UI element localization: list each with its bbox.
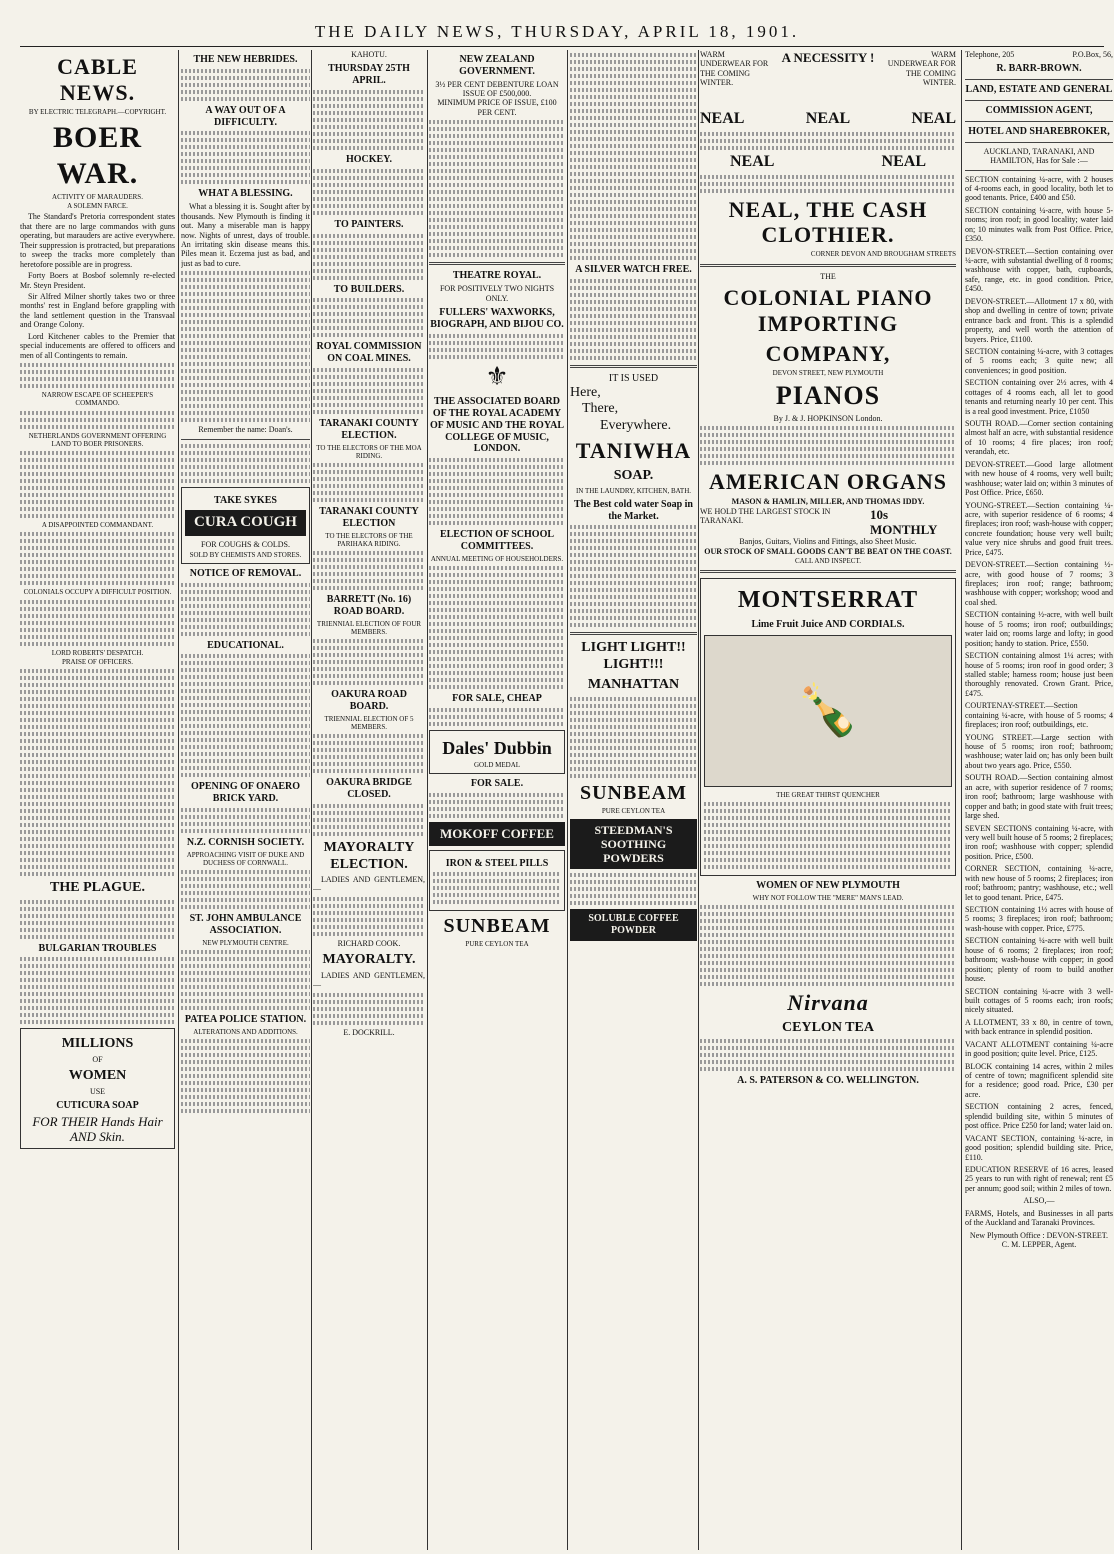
debenture-line: 3½ PER CENT DEBENTURE LOAN [435,79,559,89]
why-line: WHY NOT FOLLOW THE "MERE" MAN'S LEAD. [752,893,904,902]
telephone: Telephone, 205 [965,50,1015,59]
two-nights: FOR POSITIVELY TWO NIGHTS ONLY. [439,284,555,303]
sale-heading: FOR SALE, CHEAP [452,693,542,705]
cuticura-soap: CUTICURA SOAP [56,1100,139,1112]
monthly-line: 10s MONTHLY [870,506,938,538]
cornish-heading: N.Z. CORNISH SOCIETY. [186,837,305,849]
divider [570,632,697,635]
property-listing: DEVON-STREET.—Section containing over ¼-acre, with substantial dwelling of 8 rooms; washhouse with copper, bath, cupboards, safe, range, etc. in good condition. Price, £450. [965,246,1113,294]
property-listing: YOUNG STREET.—Large section with house of 5 rooms; iron roof; bathroom; washhouse; water laid on; has only been built about two years ago. Price, £550. [965,732,1113,770]
text-filler [700,1039,956,1071]
text-filler [181,808,310,833]
text-filler [181,271,310,422]
coal-heading: ROYAL COMMISSION ON COAL MINES. [316,341,422,365]
text-filler [313,90,425,150]
neal-row [700,110,956,129]
property-listing: SECTION containing ¼-acre with well built house of 6 rooms; 2 fireplaces; iron roof; bathroom; wash-house with copper; in good position; plenty of room to build another house. [965,936,1113,984]
text-filler [313,463,425,502]
text-filler [313,368,425,414]
blessing-text: What a blessing it is. Sought after by thousands. New Plymouth is finding it out. Many a miserable man is happy now. Nights of unrest, days of trouble. An irritating skin disease means this. Piles mean it. Eczema just as bad, and just as bad to cure. [181,202,310,268]
divider [965,79,1113,80]
text-filler [20,363,175,388]
divider [700,264,956,267]
column-divider [311,50,312,1550]
school-heading: ELECTION OF SCHOOL COMMITTEES. [439,529,555,553]
minimum-line: MINIMUM PRICE OF ISSUE, £100 PER CENT. [437,98,557,117]
mayoralty-heading: MAYORALTY ELECTION. [323,839,415,872]
parihaka-subheading: TO THE ELECTORS OF THE PARIHAKA RIDING. [325,531,413,548]
corner-line: CORNER DEVON AND BROUGHAM STREETS [810,250,956,259]
thursday-heading: THURSDAY 25TH APRIL. [328,63,410,87]
office-line: New Plymouth Office : DEVON-STREET. [969,1230,1109,1240]
text-filler [429,458,565,525]
property-listing: SECTION containing over 2½ acres, with 4 cottages of 4 rooms each, all let to good tenants and returning nearly 10 per cent. This is a real good investment. Price, £1050 [965,378,1113,416]
property-listing: A LLOTMENT, 33 x 80, in centre of town, with back entrance in splendid position. [965,1017,1113,1037]
property-listing: DEVON-STREET.—Section containing ½-acre, with good house of 7 rooms; 3 fireplaces; iron roof; range; bathroom; washhouse with copper; workshop; wood and coal shed. [965,560,1113,607]
property-listing: SOUTH ROAD.—Section containing almost an acre, with superior residence of 7 rooms; iron roof; bathroom; large washhouse with copper and bath; in good state with fruit trees; large shed. [965,773,1113,821]
crest-icon: ⚜ [485,361,509,391]
dales-ad [429,730,565,774]
commission-line: COMMISSION AGENT, [985,105,1093,117]
triennial2-subheading: TRIENNIAL ELECTION OF 5 MEMBERS. [324,714,414,732]
property-listing: VACANT SECTION, containing ¼-acre, in good position; splendid building site. Price, £110. [965,1133,1113,1162]
pianos-title: PIANOS [775,381,881,411]
builders-heading: TO BUILDERS. [333,283,405,295]
banjos-line: Banjos, Guitars, Violins and Fittings, also Sheet Music. [739,537,917,547]
ceylon-tea: CEYLON TEA [782,1019,874,1035]
light-heading: LIGHT LIGHT!! LIGHT!!! [581,640,686,672]
property-listing: SOUTH ROAD.—Corner section containing almost half an acre, with substantial residence of 10 rooms; 4 fire places; iron roof; verandah, etc. [965,419,1113,457]
column-divider [961,50,962,1550]
sykes-cura-cough: CURA COUGH [185,510,306,536]
sykes-ad [181,487,310,564]
column-divider [698,50,699,1550]
plague-heading: THE PLAGUE. [50,880,145,895]
colonial-company: COMPANY, [765,341,891,366]
devon-line: DEVON STREET, NEW PLYMOUTH [772,368,884,377]
sunbeam-title: SUNBEAM [579,782,687,804]
property-listing: SECTION containing ¼-acre with 3 well-built cottages of 5 rooms each; iron roofs; nicely situated. [965,986,1113,1015]
royal-academy-heading: THE ASSOCIATED BOARD OF THE ROYAL ACADEMY OF MUSIC AND THE ROYAL COLLEGE OF MUSIC, LONDON. [429,396,565,455]
property-listing: SECTION containing ½-acre, with well built house of 5 rooms; iron roof; outbuildings; water laid on; rooms large and lofty; in good position; handy to station. Price, £550. [965,610,1113,648]
dales-gold: GOLD MEDAL [473,761,521,770]
sykes-coughs: FOR COUGHS & COLDS. [201,540,290,550]
column-4 [429,50,565,1550]
patea-heading: PATEA POLICE STATION. [184,1014,307,1026]
article-paragraph: Forty Boers at Bosbof solemnly re-elected Mr. Steyn President. [20,271,175,290]
neal-row-2 [700,153,956,172]
visit-subheading: APPROACHING VISIT OF DUKE AND DUCHESS OF CORNWALL. [186,850,305,868]
barr-brown: R. BARR-BROWN. [996,63,1082,75]
property-listing: DEVON-STREET.—Good large allotment with new house of 4 rooms, very well built; washhouse; water laid on; within 3 minutes of Post Office. Price, £650. [965,459,1113,498]
sunbeam-ad [429,915,565,948]
masthead: THE DAILY NEWS, THURSDAY, APRIL 18, 1901. [314,22,800,41]
text-filler [20,451,175,518]
text-filler [20,600,175,646]
farms-line: FARMS, Hotels, and Businesses in all parts of the Auckland and Taranaki Provinces. [965,1208,1113,1228]
property-listing: BLOCK containing 14 acres, within 2 miles of centre of town; magnificent splendid site for a residence; good road. Price, £30 per acre. [965,1061,1113,1099]
text-filler [429,708,565,726]
text-filler [20,411,175,429]
manhattan-title: MANHATTAN [587,677,680,693]
property-listing: SECTION containing ¼-acre, with house 5-rooms; iron roof; in good locality; water laid on; 10 minutes walk from Post Office. Price, £350. [965,205,1113,244]
taranaki-heading: TARANAKI COUNTY ELECTION. [319,418,419,441]
text-filler [313,639,425,685]
hockey-heading: HOCKEY. [345,154,393,166]
taranaki2-heading: TARANAKI COUNTY ELECTION [319,506,419,529]
text-filler [429,334,565,359]
article-paragraph: The Standard's Pretoria correspondent states that there are no large commandos with guns operating, but marauders are active everywhere. Their suppression is protracted, but preparations to sweep the tracks more completely than heretofore possible are in progress. [20,212,175,269]
hotel-line: HOTEL AND SHAREBROKER, [968,125,1110,137]
text-filler [313,551,425,590]
property-listing: SECTION containing almost 1¼ acres; with house of 5 rooms; iron roof in good order; 3 stalled stable; harness room; house just been thoroughly renovated. Crown Grant. Price, £475. [965,651,1113,698]
pills-title: IRON & STEEL PILLS [445,857,549,869]
there: There, [582,401,619,417]
article-subheading: A DISAPPOINTED COMMANDANT. [41,521,154,529]
nirvana-title: Nirvana [787,989,869,1015]
property-listing: YOUNG-STREET.—Section containing ¼-acre, with superior residence of 6 rooms; 4 fireplaces; iron roof; wash-house with copper; concrete foundation; house very well built; value very nice shrubs and good fruit trees. Price, £475. [965,500,1113,557]
neal-right-2: NEAL [881,152,926,170]
neal-right: NEAL [911,109,956,127]
pills-ad [429,850,565,912]
small-goods-line: OUR STOCK OF SMALL GOODS CAN'T BE BEAT ON THE COAST. [704,546,952,556]
text-filler [181,870,310,909]
property-listing: VACANT ALLOTMENT containing ¼-acre in good position; quite level. Price, £125. [965,1039,1113,1059]
sunbeam-title: SUNBEAM [443,915,551,938]
laundry-line: IN THE LAUNDRY, KITCHEN, BATH. [575,486,692,495]
text-filler [20,900,175,939]
dockrill: E. DOCKRILL. [343,1027,395,1037]
sunbeam-sub: PURE CEYLON TEA [465,939,529,948]
text-filler [313,993,425,1025]
text-filler [704,802,952,869]
article-subheading: ACTIVITY OF MARAUDERS. [52,192,143,201]
mayoralty2-heading: MAYORALTY. [322,952,416,968]
text-filler [20,669,175,876]
property-listing: DEVON-STREET.—Allotment 17 x 80, with shop and dwelling in centre of town; private entrance back and front. This is a splendid property, and well worth the attention of buyers. Price, £1100. [965,296,1113,344]
everywhere: Everywhere. [600,417,672,433]
text-filler [20,532,175,585]
text-filler [181,444,310,483]
richard-cook: RICHARD COOK. [337,938,401,948]
alterations-subheading: ALTERATIONS AND ADDITIONS. [193,1027,298,1036]
article-subheading: A SOLEMN FARCE. [67,202,128,211]
contact-row [965,50,1113,59]
also-line: ALSO,— [1023,1196,1055,1206]
divider [700,570,956,573]
neal-left: NEAL [700,109,745,127]
text-filler [313,897,425,936]
wellington-line: A. S. PATERSON & CO. WELLINGTON. [737,1075,919,1087]
divider [429,262,565,265]
theatre-heading: THEATRE ROYAL. [452,270,542,282]
auckland-line: AUCKLAND, TARANAKI, AND HAMILTON, Has for Sale :— [983,146,1095,166]
sykes-sold: SOLD BY CHEMISTS AND STORES. [189,550,302,559]
property-listing: SECTION containing ¼-acre, with 2 houses of 4-rooms each, in good locality, both let to good tenants. Price, £400 and £50. [965,174,1113,203]
mason-line: MASON & HAMLIN, MILLER, AND THOMAS IDDY. [731,497,925,507]
it-is-used: IT IS USED [608,372,659,384]
neal-left-2: NEAL [730,152,775,170]
pobox: P.O.Box, 56, [1072,50,1113,59]
lepper-line: C. M. LEPPER, Agent. [1001,1240,1077,1249]
cuticura-ad [20,1028,175,1148]
soluble-ad: SOLUBLE COFFEE POWDER [570,909,697,941]
colonial-the: THE [820,271,836,281]
text-filler [570,697,697,778]
cuticura-millions: MILLIONS [61,1036,134,1052]
text-filler [700,132,956,150]
centre-subheading: NEW PLYMOUTH CENTRE. [202,938,289,947]
issue-line: ISSUE OF £500,000. [462,89,532,99]
taniwha-title: TANIWHA [575,438,692,464]
text-filler [570,873,697,905]
bulgarian-heading: BULGARIAN TROUBLES [38,942,157,954]
text-filler [181,131,310,184]
blessing-heading: WHAT A BLESSING. [198,188,293,200]
hopkinson-line: By J. & J. HOPKINSON London. [773,413,883,423]
cuticura-of: OF [92,1054,103,1064]
text-filler [181,950,310,1010]
property-listing: SECTION containing ¼-acre, with 3 cottages of 5 rooms each; 3 quite new; all conveniences; in good position. [965,346,1113,375]
article-subheading: LORD ROBERTS' DESPATCH. [51,648,144,657]
article-paragraph: Lord Kitchener cables to the Premier that special inducements are offered to officers and men of all Contingents to remain. [20,331,175,360]
cuticura-tagline: FOR THEIR Hands Hair AND Skin. [32,1114,163,1145]
property-listing: COURTENAY-STREET.—Section containing ¼-acre, with house of 5 rooms; 4 fireplaces; iron roof; outbuildings, etc. [965,701,1113,730]
moa-subheading: TO THE ELECTORS OF THE MOA RIDING. [316,443,422,460]
text-filler [181,1039,310,1113]
silver-watch-heading: A SILVER WATCH FREE. [575,264,692,275]
cuticura-use: USE [89,1086,106,1096]
text-filler [700,175,956,193]
divider [965,121,1113,122]
here: Here, [570,384,601,400]
for-sale-heading: FOR SALE. [470,778,524,790]
montserrat-title: MONTSERRAT [737,587,919,614]
oakura-closed-heading: OAKURA BRIDGE CLOSED. [326,777,412,801]
divider [965,170,1113,171]
colonial-title: COLONIAL PIANO IMPORTING [723,285,933,337]
cable-subheading: BY ELECTRIC TELEGRAPH.—COPYRIGHT. [28,107,167,116]
column-5 [570,50,697,1550]
educational-heading: EDUCATIONAL. [207,639,284,651]
text-filler [570,53,697,260]
cable-news-heading: CABLE NEWS. [57,54,138,105]
lime-line: Lime Fruit Juice AND CORDIALS. [751,618,905,630]
hebrides-heading: THE NEW HEBRIDES. [193,54,298,65]
text-filler [313,298,425,337]
best-cold: The Best cold water Soap in the Market. [574,498,693,522]
text-filler [429,120,565,257]
article-subheading: NARROW ESCAPE OF SCHEEPER'S COMMANDO. [41,391,154,408]
women-heading: WOMEN OF NEW PLYMOUTH [756,879,900,891]
text-filler [570,279,697,360]
column-7 [965,50,1113,1550]
text-filler [429,566,565,689]
nzgov-heading: NEW ZEALAND GOVERNMENT. [459,54,535,77]
way-out-heading: A WAY OUT OF A DIFFICULTY. [205,104,286,128]
divider [570,365,697,368]
largest-line: WE HOLD THE LARGEST STOCK IN TARANAKI. [700,506,831,526]
steedmans-ad: STEEDMAN'S SOOTHING POWDERS [570,819,697,869]
painters-heading: TO PAINTERS. [334,218,404,230]
article-subheading: PRAISE OF OFFICERS. [62,657,133,666]
ladies2-line: LADIES AND GENTLEMEN,— [313,970,425,990]
text-filler [313,169,425,215]
bottle-illustration: 🍾 [704,635,952,787]
removal-heading: NOTICE OF REMOVAL. [189,567,302,579]
call-line: CALL AND INSPECT. [795,557,861,566]
divider [965,100,1113,101]
text-filler [433,872,561,904]
neal-center: NEAL [805,109,851,127]
column-divider [178,50,179,1550]
divider [965,142,1113,143]
boer-war-heading: BOER WAR. [52,121,143,190]
stock-row [700,507,956,538]
column-1 [20,50,175,1550]
text-filler [700,426,956,465]
oakura-heading: OAKURA ROAD BOARD. [331,689,407,713]
text-filler [181,69,310,101]
american-organs: AMERICAN ORGANS [708,469,948,495]
text-filler [313,804,425,836]
column-2 [181,50,310,1550]
property-listing: SEVEN SECTIONS containing ¼-acre, with very well built house of 5 rooms; 2 fireplaces; iron roof; washhouse with copper; splendid position. Price, £500. [965,823,1113,861]
neal-clothier: NEAL, THE CASH CLOTHIER. [728,196,928,248]
article-paragraph: Sir Alfred Milner shortly takes two or three months' rest in England before grappling with the land settlement question in the Transvaal and Orange Colony. [20,291,175,330]
column-divider [567,50,568,1550]
thirst-line: THE GREAT THIRST QUENCHER [776,790,880,799]
text-filler [181,583,310,636]
masthead-rule [20,46,1104,47]
land-line: LAND, ESTATE AND GENERAL [965,84,1113,96]
triennial-subheading: TRIENNIAL ELECTION OF FOUR MEMBERS. [316,619,422,637]
householders-subheading: ANNUAL MEETING OF HOUSEHOLDERS. [430,554,564,563]
property-listing: EDUCATION RESERVE of 16 acres, leased 25 years to run with right of renewal; rent £5 per annum; good soil; within 2 miles of town. [965,1164,1113,1193]
article-subheading: COLONIALS OCCUPY A DIFFICULT POSITION. [23,588,172,597]
ladies-line: LADIES AND GENTLEMEN,— [313,875,425,894]
text-filler [313,234,425,280]
text-filler [700,905,956,986]
onaero-heading: OPENING OF ONAERO BRICK YARD. [190,781,301,805]
doans-line: Remember the name: Doan's. [198,425,293,435]
text-filler [570,525,697,627]
column-6 [700,50,956,1550]
warm-left: WARM UNDERWEAR FOR THE COMING WINTER. [700,50,769,88]
dales-title: Dales' Dubbin [442,737,552,758]
text-filler [181,654,310,777]
sykes-take: TAKE SYKES [214,494,277,506]
column-3 [313,50,425,1550]
sunbeam-ad [570,782,697,815]
article-subheading: NETHERLANDS GOVERNMENT OFFERING LAND TO BOER PRISONERS. [28,431,167,448]
property-listing: CORNER SECTION, containing ¼-acre, with new house of 5 rooms; 2 fireplaces; iron roof; bathroom; pantry; washhouse, etc.; well let to good tenant. Price, £475. [965,864,1113,902]
text-filler [20,957,175,1024]
montserrat-ad [700,578,956,875]
column-divider [427,50,428,1550]
fullers-heading: FULLERS' WAXWORKS, BIOGRAPH, AND BIJOU CO. [430,307,564,330]
divider [181,439,310,440]
warm-right: WARM UNDERWEAR FOR THE COMING WINTER. [887,50,956,88]
text-filler [313,734,425,773]
sunbeam-sub: PURE CEYLON TEA [601,806,666,815]
ambulance-heading: ST. JOHN AMBULANCE ASSOCIATION. [189,913,302,937]
mokoff-ad: MOKOFF COFFEE [429,822,565,845]
soap-title: SOAP. [613,468,654,484]
cuticura-women: WOMEN [68,1068,127,1084]
property-listing: SECTION containing 1½ acres with house of 5 rooms; 3 fireplaces; iron roof; bathroom; wash-house with copper. Price, £775. [965,905,1113,933]
text-filler [429,793,565,818]
warm-row [700,50,956,88]
property-listing: SECTION containing 2 acres, fenced, splendid building site, within 5 minutes of post office. Price £250 for land; water laid on. [965,1102,1113,1131]
necessity: A NECESSITY ! [781,50,875,65]
kahotu: KAHOTU. [351,50,387,59]
barrett-heading: BARRETT (No. 16) ROAD BOARD. [326,594,412,617]
